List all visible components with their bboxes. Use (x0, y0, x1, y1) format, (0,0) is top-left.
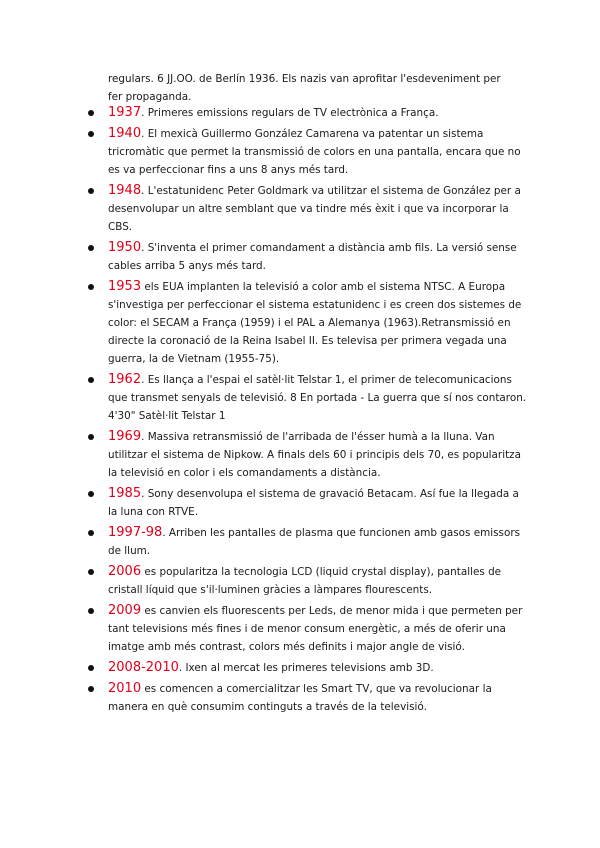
timeline-entry (0, 680, 528, 716)
bullet-icon (88, 569, 94, 575)
bullet-icon (88, 665, 94, 671)
timeline-entry (0, 125, 528, 179)
entry-text: . L'estatunidenc Peter Goldmark va utilitzar el sistema de González per a desenvolupar un altre semblant que va tindre més èxit i que va incorporar la CBS. (108, 185, 521, 233)
timeline-entry (0, 524, 528, 560)
entry-year: 1953 (108, 279, 142, 294)
bullet-icon (88, 608, 94, 614)
timeline-entry (0, 371, 528, 425)
timeline-list (0, 104, 600, 719)
entry-text: . Es llança a l'espai el satèl·lit Telstar 1, el primer de telecomunicacions que transmet senyals de televisió. 8 En portada - La guerra que sí nos contaron. 4'30" Satèl·lit Telstar 1 (108, 374, 527, 422)
bullet-icon (88, 131, 94, 137)
bullet-icon (88, 245, 94, 251)
bullet-icon (88, 686, 94, 692)
entry-year: 2010 (108, 681, 142, 696)
entry-text: . El mexicà Guillermo González Camarena va patentar un sistema tricromàtic que permet la transmissió de colors en una pantalla, encara que no es va perfeccionar fins a uns 8 anys més tard. (108, 128, 521, 176)
entry-text: . S'inventa el primer comandament a distància amb fils. La versió sense cables arriba 5 anys més tard. (108, 242, 517, 272)
entry-text: . Arriben les pantalles de plasma que funcionen amb gasos emissors de llum. (108, 527, 521, 557)
entry-year: 1940 (108, 126, 142, 141)
timeline-entry (0, 239, 528, 275)
entry-text: . Ixen al mercat les primeres televisions amb 3D. (178, 662, 434, 674)
timeline-entry (0, 659, 528, 677)
bullet-icon (88, 110, 94, 116)
entry-year: 1937 (108, 105, 142, 120)
entry-text: . Sony desenvolupa el sistema de gravació Betacam. Así fue la llegada a la luna con RTVE. (108, 488, 519, 518)
bullet-icon (88, 491, 94, 497)
timeline-entry (0, 485, 528, 521)
entry-text: es canvien els fluorescents per Leds, de menor mida i que permeten per tant televisions més fines i de menor consum energètic, a més de oferir una imatge amb més contrast, colors més definits i major angle de visió. (108, 605, 523, 653)
bullet-icon (88, 530, 94, 536)
timeline-entry (0, 602, 528, 656)
entry-text: . Massiva retransmissió de l'arribada de l'ésser humà a la lluna. Van utilitzar el sistema de Nipkow. A finals dels 60 i principis dels 70, es popularitza la televisió en color i els comandaments a distància. (108, 431, 521, 479)
timeline-entry (0, 278, 528, 368)
timeline-entry (0, 563, 528, 599)
entry-text: es comencen a comercialitzar les Smart TV, que va revolucionar la manera en què consumim continguts a través de la televisió. (108, 683, 492, 713)
bullet-icon (88, 188, 94, 194)
entry-year: 2008-2010 (108, 660, 179, 675)
entry-text: . Primeres emissions regulars de TV electrònica a França. (141, 107, 439, 119)
continuation-paragraph: regulars. 6 JJ.OO. de Berlín 1936. Els nazis van aprofitar l'esdeveniment per fer propaganda. (108, 73, 501, 103)
entry-year: 2009 (108, 603, 142, 618)
entry-year: 1969 (108, 429, 142, 444)
entry-year: 1985 (108, 486, 142, 501)
entry-text: els EUA implanten la televisió a color amb el sistema NTSC. A Europa s'investiga per perfeccionar el sistema estatunidenc i es creen dos sistemes de color: el SECAM a França (1959) i el PAL a Alemanya (1963).Retransmissió en directe la coronació de la Reina Isabel II. Es televisa per primera vegada una guerra, la de Vietnam (1955-75). (108, 281, 522, 365)
bullet-icon (88, 284, 94, 290)
entry-text: es popularitza la tecnologia LCD (liquid crystal display), pantalles de cristall líquid que s'il·luminen gràcies a làmpares flourescents. (108, 566, 502, 596)
timeline-entry (0, 104, 528, 122)
entry-year: 1997-98 (108, 525, 163, 540)
entry-year: 1962 (108, 372, 142, 387)
entry-year: 1950 (108, 240, 142, 255)
bullet-icon (88, 377, 94, 383)
bullet-icon (88, 434, 94, 440)
entry-year: 1948 (108, 183, 142, 198)
entry-year: 2006 (108, 564, 142, 579)
timeline-entry (0, 428, 528, 482)
timeline-entry (0, 182, 528, 236)
